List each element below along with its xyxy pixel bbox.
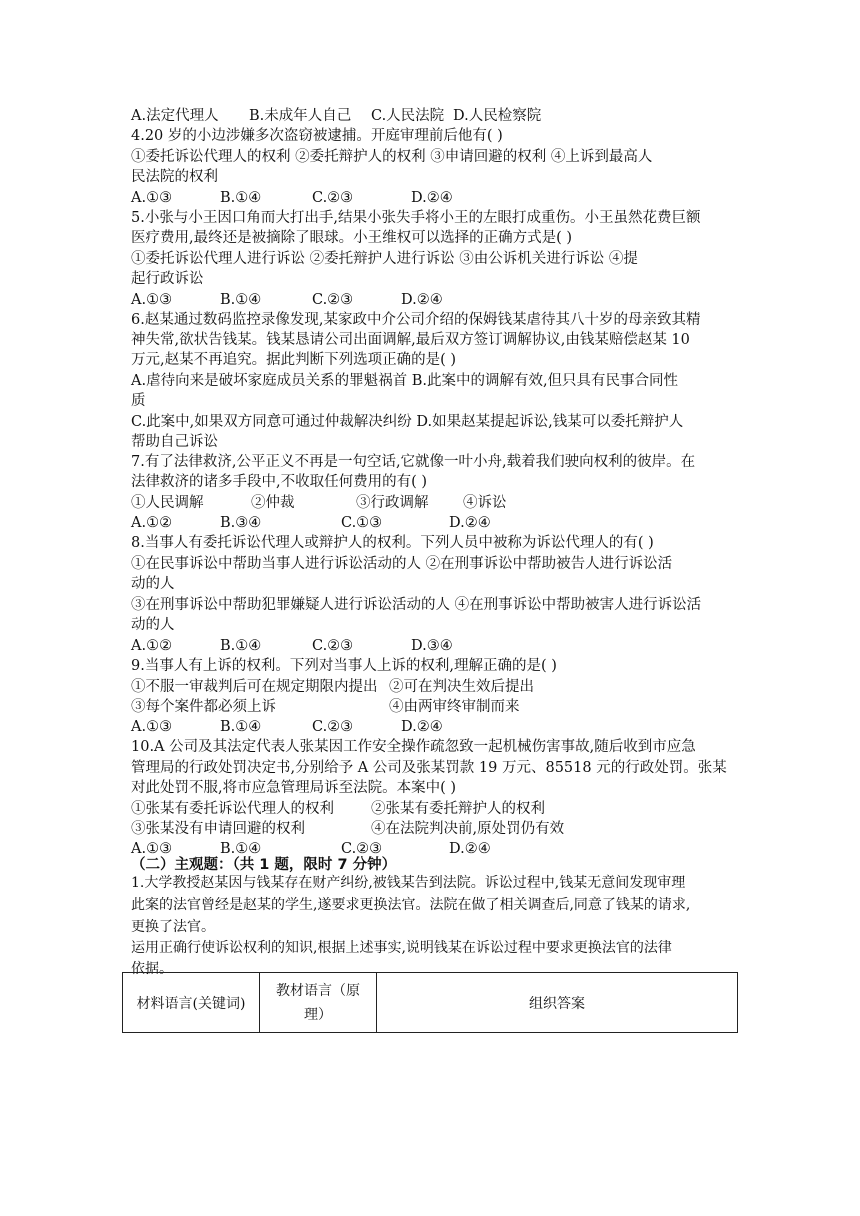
option-item: D.②④ [449,841,491,857]
option-row [131,697,741,717]
question-line: ①在民事诉讼中帮助当事人进行诉讼活动的人 ②在刑事诉讼中帮助被告人进行诉讼活 [131,556,673,572]
table-header-keywords: 材料语言(关键词) [123,973,260,1033]
table-row [123,973,738,1033]
option-item: A.①③ [131,719,173,735]
option-item: D.②④ [401,292,443,308]
option-item: B.①④ [220,841,262,857]
option-item: ③张某没有申请回避的权利 [131,821,305,837]
option-row [131,717,741,737]
table-header-principle [260,973,377,1033]
option-item: C.人民法院 [371,108,445,124]
option-item: ④由两审终审制而来 [389,699,520,715]
option-item: B.未成年人自己 [249,108,352,124]
option-item: D.③④ [411,638,453,654]
question-line: ①委托诉讼代理人的权利 ②委托辩护人的权利 ③申请回避的权利 ④上诉到最高人 [131,149,653,165]
subjective-q1-line: 运用正确行使诉讼权利的知识,根据上述事实,说明钱某在诉讼过程中要求更换法官的法律 [131,940,672,956]
option-item: ②可在判决生效后提出 [389,679,534,695]
question-line: 动的人 [131,617,175,633]
question-line: 帮助自己诉讼 [131,434,218,450]
option-item: ④在法院判决前,原处罚仍有效 [371,821,565,837]
option-item: ③行政调解 [356,495,429,511]
option-row [131,636,741,656]
option-item: D.②④ [449,515,491,531]
subjective-q1-line: 1.大学教授赵某因与钱某存在财产纠纷,被钱某告到法院。诉讼过程中,钱某无意间发现审理 [131,875,686,891]
section-title: （二）主观题：（共 1 题，限时 7 分钟） [131,857,397,873]
question-line: 6.赵某通过数码监控录像发现,某家政中介公司介绍的保姆钱某虐待其八十岁的母亲致其精 [131,312,701,328]
option-item: A.①② [131,638,173,654]
question-line: 10.A 公司及其法定代表人张某因工作安全操作疏忽致一起机械伤害事故,随后收到市应急 [131,739,696,755]
option-item: C.②③ [341,841,383,857]
option-item: C.②③ [312,190,354,206]
question-line: 7.有了法律救济,公平正义不再是一句空话,它就像一叶小舟,载着我们驶向权利的彼岸。在 [131,454,696,470]
table-header-principle-line1: 教材语言（原 [276,982,360,999]
option-item: ③每个案件都必须上诉 [131,699,276,715]
option-row [131,799,741,819]
question-line: 医疗费用,最终还是被摘除了眼球。小王维权可以选择的正确方式是( ) [131,230,573,246]
option-item: C.②③ [312,719,354,735]
subjective-q1-line: 依据。 [131,961,173,977]
option-item: D.②④ [401,719,443,735]
option-item: A.①③ [131,292,173,308]
question-line: ①委托诉讼代理人进行诉讼 ②委托辩护人进行诉讼 ③由公诉机关进行诉讼 ④提 [131,251,638,267]
question-line: 9.当事人有上诉的权利。下列对当事人上诉的权利,理解正确的是( ) [131,658,557,674]
question-line: 万元,赵某不再追究。据此判断下列选项正确的是( ) [131,352,457,368]
table-header-answer: 组织答案 [377,973,738,1033]
option-item: B.③④ [220,515,262,531]
option-item: B.①④ [220,638,262,654]
answer-table [122,972,738,1033]
question-line: A.虐待向来是破坏家庭成员关系的罪魁祸首 B.此案中的调解有效,但只具有民事合同性 [131,373,679,389]
question-line: 5.小张与小王因口角而大打出手,结果小张失手将小王的左眼打成重伤。小王虽然花费巨额 [131,210,701,226]
option-item: B.①④ [220,292,262,308]
option-item: B.①④ [220,719,262,735]
question-line: ③在刑事诉讼中帮助犯罪嫌疑人进行诉讼活动的人 ④在刑事诉讼中帮助被害人进行诉讼活 [131,597,702,613]
option-item: D.人民检察院 [453,108,542,124]
option-item: A.①② [131,515,173,531]
option-item: C.②③ [312,638,354,654]
option-item: ②张某有委托辩护人的权利 [371,801,545,817]
option-row [131,493,741,513]
option-item: ①张某有委托诉讼代理人的权利 [131,801,334,817]
option-row [131,513,741,533]
table-header-principle-line2: 理） [304,1006,332,1023]
option-row [131,188,741,208]
option-item: ④诉讼 [463,495,507,511]
subjective-q1-line: 此案的法官曾经是赵某的学生,遂要求更换法官。法院在做了相关调查后,同意了钱某的请求, [131,897,691,913]
question-line: 管理局的行政处罚决定书,分别给予 A 公司及张某罚款 19 万元、85518 元的行政处罚。张某 [131,760,727,776]
option-item: A.法定代理人 [131,108,219,124]
option-item: ①人民调解 [131,495,204,511]
question-line: 质 [131,393,146,409]
option-item: C.①③ [341,515,383,531]
question-line: 动的人 [131,576,175,592]
option-item: ①不服一审裁判后可在规定期限内提出 [131,679,378,695]
option-row [131,290,741,310]
question-line: 神失常,欲状告钱某。钱某恳请公司出面调解,最后双方签订调解协议,由钱某赔偿赵某 10 [131,332,690,348]
option-row [131,677,741,697]
question-line: 民法院的权利 [131,169,218,185]
question-line: 法律救济的诸多手段中,不收取任何费用的有( ) [131,474,428,490]
question-line: 8.当事人有委托诉讼代理人或辩护人的权利。下列人员中被称为诉讼代理人的有( ) [131,535,654,551]
option-item: A.①③ [131,190,173,206]
option-item: ②仲裁 [251,495,295,511]
subjective-q1-line: 更换了法官。 [131,919,215,935]
option-item: A.①③ [131,841,173,857]
option-item: C.②③ [312,292,354,308]
question-line: C.此案中,如果双方同意可通过仲裁解决纠纷 D.如果赵某提起诉讼,钱某可以委托辩护人 [131,414,684,430]
option-item: B.①④ [220,190,262,206]
question-line: 4.20 岁的小边涉嫌多次盗窃被逮捕。开庭审理前后他有( ) [131,128,503,144]
question-line: 对此处罚不服,将市应急管理局诉至法院。本案中( ) [131,780,457,796]
option-item: D.②④ [411,190,453,206]
option-row [131,819,741,839]
option-row [131,106,741,126]
question-line: 起行政诉讼 [131,271,204,287]
